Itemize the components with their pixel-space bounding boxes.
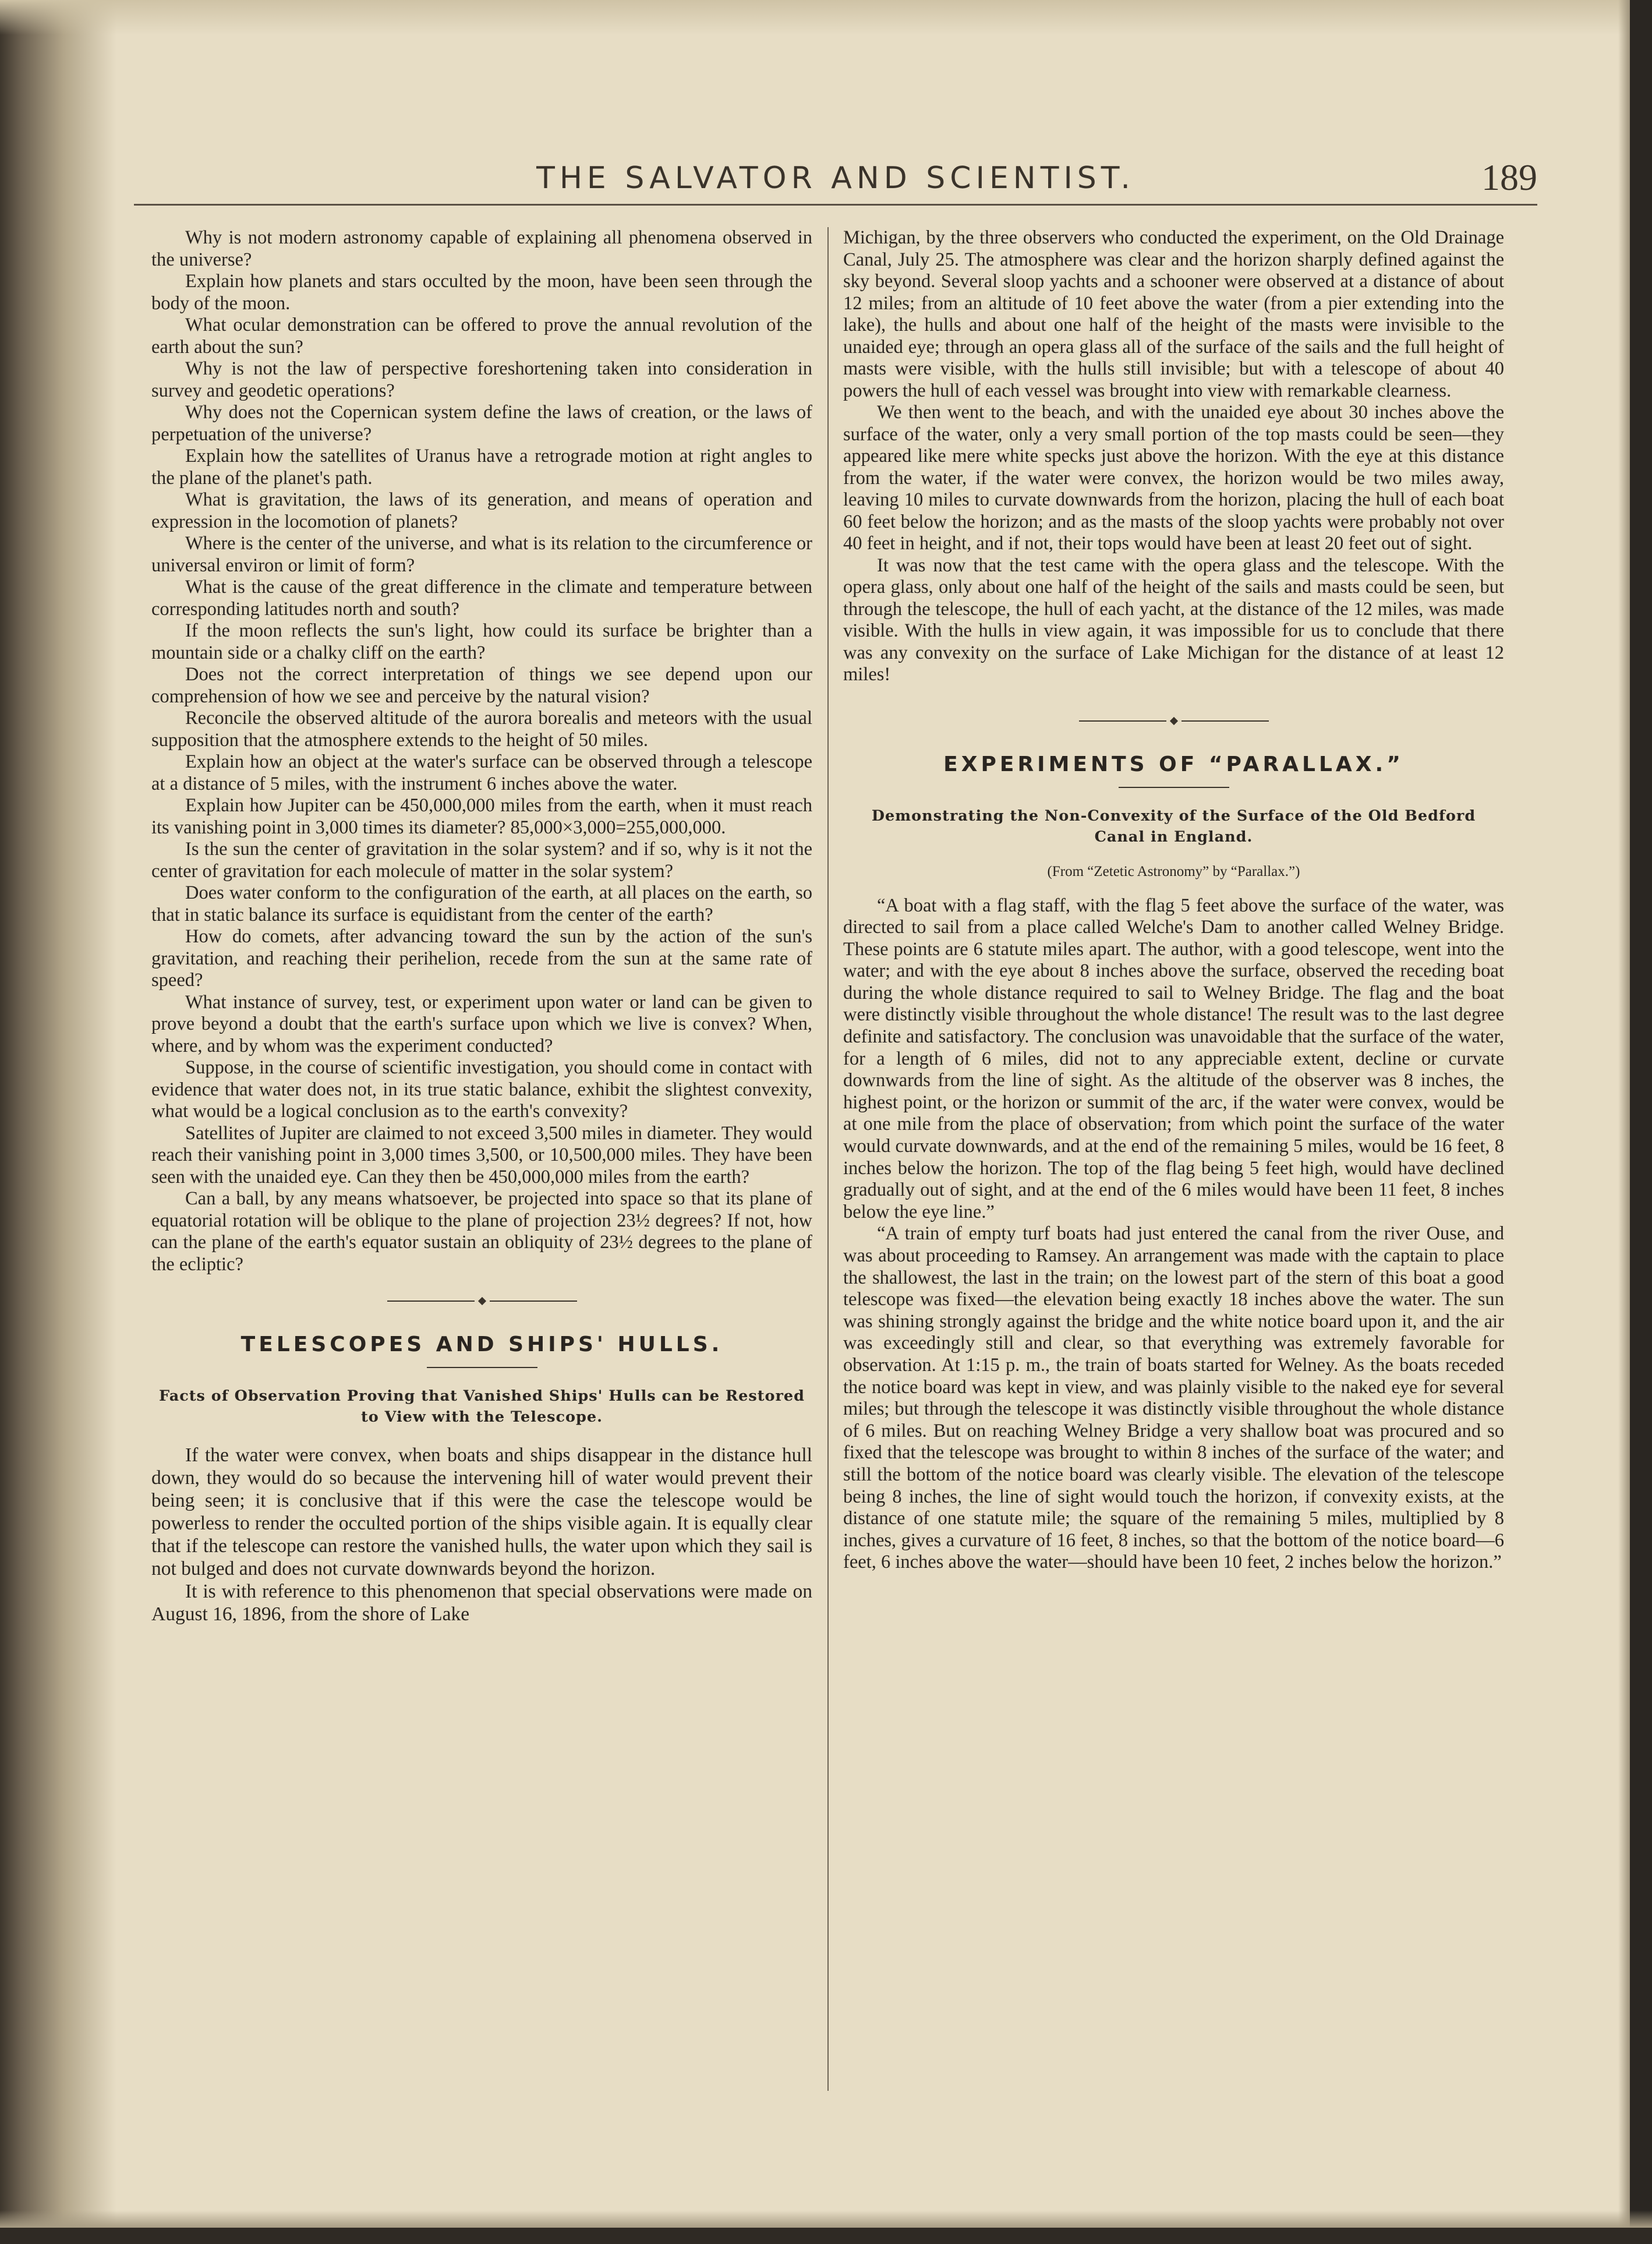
section-body-telescopes (151, 1444, 812, 1625)
ornament-line (1079, 720, 1166, 722)
header-rule (134, 204, 1537, 206)
question: Explain how planets and stars occulted by the moon, have been seen through the body of the moon. (151, 271, 812, 314)
question: Reconcile the observed altitude of the aurora borealis and meteors with the usual supposition that the atmosphere extends to the height of 50 miles. (151, 708, 812, 751)
title-rule (1119, 787, 1229, 788)
section-subtitle-telescopes: Facts of Observation Proving that Vanished Ships' Hulls can be Restored to View with the Telescope. (158, 1387, 805, 1426)
question: Explain how an object at the water's surface can be observed through a telescope at a distance of 5 miles, with the instrument 6 inches above the water. (151, 751, 812, 794)
section-subtitle-parallax: Demonstrating the Non-Convexity of the Surface of the Old Bedford Canal in England. (871, 807, 1476, 846)
question: Does not the correct interpretation of things we see depend upon our comprehension of how we see and perceive by the natural vision? (151, 664, 812, 707)
paragraph: If the water were convex, when boats and ships disappear in the distance hull down, they would do so because the intervening hill of water would prevent their being seen; it is conclusive that if this were the case the telescope would be powerless to render the occulted portion of the ships visible again. It is equally clear that if the telescope can restore the vanished hulls, the water upon which they sail is not bulged and does not curvate downwards beyond the horizon. (151, 1444, 812, 1579)
paragraph: “A train of empty turf boats had just entered the canal from the river Ouse, and was about proceeding to Ramsey. An arrangement was made with the captain to place the shallowest, the last in the train; on the lowest part of the stern of this boat a good telescope was fixed—the elevation being exactly 18 inches above the water. The sun was shining strongly against the bridge and the white notice board upon it, and the air was exceedingly still and clear, so that everything was extremely favorable for observation. At 1:15 p. m., the train of boats started for Welney. As the boats receded the notice board was kept in view, and was plainly visible to the naked eye for several miles; but through the telescope it was distinctly visible throughout the whole distance of 6 miles. But on reaching Welney Bridge a very shallow boat was procured and so fixed that the telescope was brought to within 8 inches of the surface of the water; and still the bottom of the notice board was clearly visible. The elevation of the telescope being 8 inches, the line of sight would touch the horizon, if convexity exists, at the distance of one statute mile; the square of the remaining 5 miles, multiplied by 8 inches, gives a curvature of 16 feet, 8 inches, so that the bottom of the notice board—6 feet, 6 inches above the water—should have been 10 feet, 2 inches below the horizon.” (843, 1223, 1504, 1573)
page-header (134, 156, 1537, 209)
question: Where is the center of the universe, and what is its relation to the circumference or universal environ or limit of form? (151, 533, 812, 576)
question: What ocular demonstration can be offered to prove the annual revolution of the earth about the sun? (151, 314, 812, 358)
section-ornament (843, 709, 1504, 733)
page-top-edge (0, 0, 1652, 35)
right-column (843, 227, 1504, 2097)
section-title-telescopes: TELESCOPES AND SHIPS' HULLS. (240, 1333, 723, 1356)
page-number: 189 (1481, 157, 1537, 198)
question: Explain how Jupiter can be 450,000,000 miles from the earth, when it must reach its vanishing point in 3,000 times its diameter? 85,000×3,000=255,000,000. (151, 795, 812, 838)
ornament-diamond (1169, 716, 1177, 725)
column-divider (827, 227, 829, 2091)
question: What instance of survey, test, or experiment upon water or land can be given to prove beyond a doubt that the earth's surface upon which we live is convex? When, where, and by whom was the experiment conducted? (151, 991, 812, 1056)
source-citation: (From “Zetetic Astronomy” by “Parallax.”) (1047, 863, 1300, 879)
section-title-parallax: EXPERIMENTS OF “PARALLAX.” (943, 752, 1404, 776)
question: Is the sun the center of gravitation in the solar system? and if so, why is it not the center of gravitation for each molecule of matter in the solar system? (151, 839, 812, 882)
paragraph: It is with reference to this phenomenon that special observations were made on August 16, 1896, from the shore of Lake (151, 1581, 812, 1625)
section-body-parallax (843, 895, 1504, 1574)
page-right-edge-shade (1618, 0, 1630, 2244)
paragraph: Michigan, by the three observers who conducted the experiment, on the Old Drainage Canal, July 25. The atmosphere was clear and the horizon sharply defined against the sky beyond. Several sloop yachts and a schooner were observed at a distance of about 12 miles; from an altitude of 10 feet above the water (from a pier extending into the lake), the hulls and about one half of the height of the masts were invisible to the unaided eye; through an opera glass all of the surface of the sails and the full height of masts were visible, with the hulls still invisible; but with a telescope of about 40 powers the hull of each vessel was brought into view with remarkable clearness. (843, 227, 1504, 401)
question: Explain how the satellites of Uranus have a retrograde motion at right angles to the plane of the planet's path. (151, 446, 812, 489)
left-column (151, 227, 812, 2097)
page-right-edge (1630, 0, 1652, 2244)
ornament-diamond (477, 1297, 486, 1305)
question: Can a ball, by any means whatsoever, be projected into space so that its plane of equatorial rotation will be oblique to the plane of projection 23½ degrees? If not, how can the plane of the earth's equator sustain an obliquity of 23½ degrees to the plane of the ecliptic? (151, 1188, 812, 1275)
question: Why is not the law of perspective foreshortening taken into consideration in survey and geodetic operations? (151, 358, 812, 401)
section-ornament (151, 1289, 812, 1313)
title-rule (427, 1367, 537, 1368)
page-bottom-edge (0, 2228, 1652, 2244)
question: If the moon reflects the sun's light, how could its surface be brighter than a mountain side or a chalky cliff on the earth? (151, 620, 812, 663)
question: Why is not modern astronomy capable of explaining all phenomena observed in the universe? (151, 227, 812, 270)
question: How do comets, after advancing toward the sun by the action of the sun's gravitation, and reaching their perihelion, recede from the sun at the same rate of speed? (151, 926, 812, 991)
page-bottom-edge-shade (0, 2210, 1652, 2228)
question: Satellites of Jupiter are claimed to not exceed 3,500 miles in diameter. They would reach their vanishing point in 3,000 times 3,500, or 10,500,000 miles. They have been seen with the unaided eye. Can they then be 450,000,000 miles from the earth? (151, 1122, 812, 1188)
question: Why does not the Copernican system define the laws of creation, or the laws of perpetuation of the universe? (151, 402, 812, 445)
question: Does water conform to the configuration of the earth, at all places on the earth, so that in static balance its surface is equidistant from the center of the earth? (151, 882, 812, 925)
page-spine-shadow (0, 0, 116, 2244)
question: Suppose, in the course of scientific investigation, you should come in contact with evidence that water does not, in its true static balance, exhibit the slightest convexity, what would be a logical conclusion as to the earth's convexity? (151, 1057, 812, 1122)
paragraph: “A boat with a flag staff, with the flag 5 feet above the surface of the water, was directed to sail from a place called Welche's Dam to another called Welney Bridge. These points are 6 statute miles apart. The author, with a good telescope, went into the water; and with the eye about 8 inches above the surface, observed the receding boat during the whole distance required to sail to Welney Bridge. The flag and the boat were distinctly visible throughout the whole distance! The result was to the last degree definite and satisfactory. The conclusion was unavoidable that the surface of the water, for a length of 6 miles, did not to any appreciable extent, decline or curvate downwards from the line of sight. As the altitude of the observer was 8 inches, the highest point, or the horizon or summit of the arc, if the water were convex, would be at one mile from the place of observation; from which point the surface of the water would curvate downwards, and at the end of the remaining 5 miles, would be 16 feet, 8 inches below the horizon. The top of the flag being 5 feet high, would have declined gradually out of sight, and at the end of the 6 miles would have been 11 feet, 8 inches below the eye line.” (843, 895, 1504, 1222)
paragraph: It was now that the test came with the opera glass and the telescope. With the opera glass, only about one half of the height of the sails and masts could be seen, but through the telescope, the hull of each yacht, at the distance of the 12 miles, was made visible. With the hulls in view again, it was impossible for us to conclude that there was any convexity on the surface of Lake Michigan for the distance of at least 12 miles! (843, 554, 1504, 685)
running-head: THE SALVATOR AND SCIENTIST. (536, 161, 1135, 196)
paragraph: We then went to the beach, and with the unaided eye about 30 inches above the surface of the water, only a very small portion of the top masts could be seen—they appeared like mere white specks just above the horizon. With the eye at this distance from the water, if the water were convex, the horizon would be two miles away, leaving 10 miles to curvate downwards from the horizon, placing the hull of each boat 60 feet below the horizon; and as the masts of the sloop yachts were probably not over 40 feet in height, and if not, their tops would have been at least 20 feet out of sight. (843, 402, 1504, 554)
ornament-line (490, 1301, 577, 1302)
question: What is gravitation, the laws of its generation, and means of operation and expression in the locomotion of planets? (151, 489, 812, 532)
ornament-line (387, 1301, 475, 1302)
question: What is the cause of the great difference in the climate and temperature between corresponding latitudes north and south? (151, 577, 812, 620)
ornament-line (1181, 720, 1269, 722)
